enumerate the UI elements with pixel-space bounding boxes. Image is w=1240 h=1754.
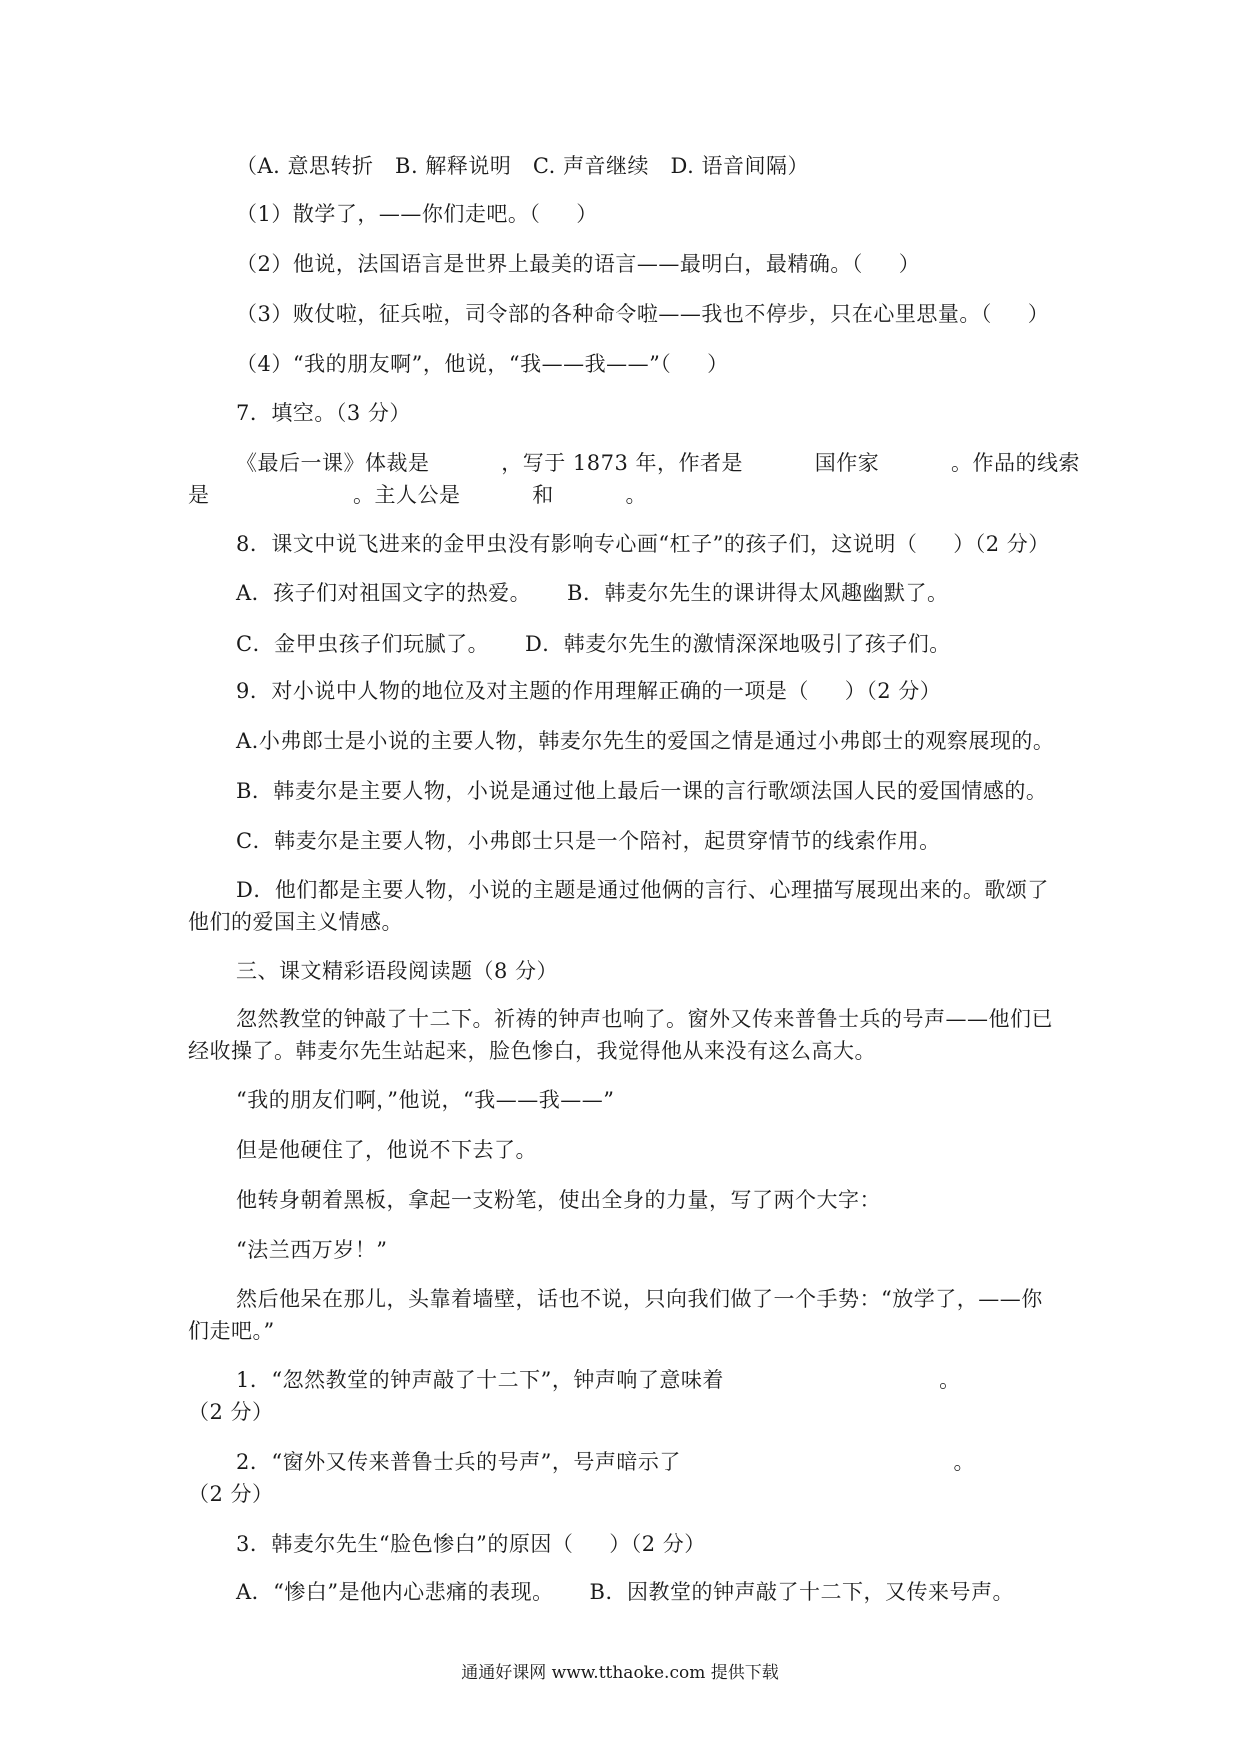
q6-item-3: （3）败仗啦，征兵啦，司令部的各种命令啦——我也不停步，只在心里思量。（ ） <box>236 302 1050 326</box>
q9-option-d: D．他们都是主要人物，小说的主题是通过他俩的言行、心理描写展现出来的。歌颂了 <box>236 878 1049 902</box>
q7-title: 7．填空。（3 分） <box>236 401 411 425</box>
q7-line-1: 《最后一课》体裁是 ，写于 1873 年，作者是 国作家 。作品的线索 <box>236 451 1081 475</box>
s3-question-1: 1．“忽然教堂的钟声敲了十二下”，钟声响了意味着 。 <box>236 1368 961 1392</box>
q9-title: 9．对小说中人物的地位及对主题的作用理解正确的一项是（ ）（2 分） <box>236 679 942 703</box>
q6-options: （A. 意思转折 B. 解释说明 C. 声音继续 D. 语音间隔） <box>236 154 809 178</box>
q9-option-b: B．韩麦尔是主要人物，小说是通过他上最后一课的言行歌颂法国人民的爱国情感的。 <box>236 779 1048 803</box>
s3-question-3-options: A．“惨白”是他内心悲痛的表现。 B．因教堂的钟声敲了十二下，又传来号声。 <box>236 1580 1014 1604</box>
q8-options-ab: A．孩子们对祖国文字的热爱。 B．韩麦尔先生的课讲得太风趣幽默了。 <box>236 581 949 605</box>
q6-item-2: （2）他说，法国语言是世界上最美的语言——最明白，最精确。（ ） <box>236 252 921 276</box>
q9-option-d-cont: 他们的爱国主义情感。 <box>188 910 403 934</box>
passage-line: 忽然教堂的钟敲了十二下。祈祷的钟声也响了。窗外又传来普鲁士兵的号声——他们已 <box>236 1007 1053 1031</box>
q9-option-c: C．韩麦尔是主要人物，小弗郎士只是一个陪衬，起贯穿情节的线索作用。 <box>236 829 941 853</box>
passage-line: 然后他呆在那儿，头靠着墙壁，话也不说，只向我们做了一个手势：“放学了，——你 <box>236 1287 1043 1311</box>
passage-line: 他转身朝着黑板，拿起一支粉笔，使出全身的力量，写了两个大字： <box>236 1188 881 1212</box>
footer-source: 通通好课网 www.tthaoke.com 提供下载 <box>461 1663 779 1683</box>
s3-question-1-points: （2 分） <box>188 1400 274 1424</box>
q7-line-2: 是 。主人公是 和 。 <box>188 483 648 507</box>
passage-line: “我的朋友们啊，”他说，“我——我——” <box>236 1088 615 1112</box>
q6-item-1: （1）散学了，——你们走吧。（ ） <box>236 202 598 226</box>
passage-line: “法兰西万岁！” <box>236 1238 388 1262</box>
s3-question-2: 2．“窗外又传来普鲁士兵的号声”，号声暗示了 。 <box>236 1450 975 1474</box>
q6-item-4: （4）“我的朋友啊”，他说，“我——我——”（ ） <box>236 352 729 376</box>
passage-line: 们走吧。” <box>188 1319 275 1343</box>
q9-option-a: A.小弗郎士是小说的主要人物，韩麦尔先生的爱国之情是通过小弗郎士的观察展现的。 <box>236 729 1055 753</box>
section-3-title: 三、课文精彩语段阅读题（8 分） <box>236 959 559 983</box>
s3-question-3: 3．韩麦尔先生“脸色惨白”的原因（ ）（2 分） <box>236 1532 706 1556</box>
q8-title: 8．课文中说飞进来的金甲虫没有影响专心画“杠子”的孩子们，这说明（ ）（2 分） <box>236 532 1050 556</box>
passage-line: 但是他硬住了，他说不下去了。 <box>236 1138 537 1162</box>
passage-line: 经收操了。韩麦尔先生站起来，脸色惨白，我觉得他从来没有这么高大。 <box>188 1039 876 1063</box>
q8-options-cd: C．金甲虫孩子们玩腻了。 D．韩麦尔先生的激情深深地吸引了孩子们。 <box>236 632 951 656</box>
s3-question-2-points: （2 分） <box>188 1482 274 1506</box>
